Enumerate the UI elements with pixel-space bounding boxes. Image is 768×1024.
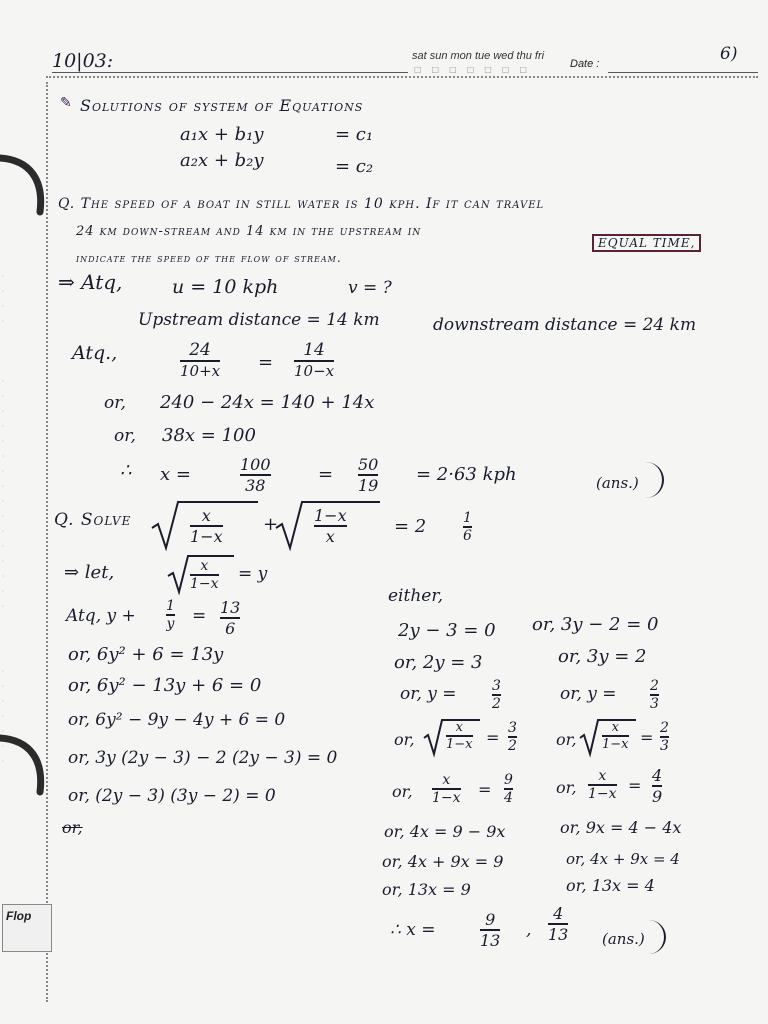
equation-1-right: = c₁: [335, 124, 374, 145]
answer-bracket: [590, 462, 664, 498]
equals-sign: =: [318, 464, 334, 485]
final-x: ∴ x =: [390, 920, 436, 940]
equals-sign: =: [192, 606, 207, 626]
q1-x-equals: x =: [160, 464, 191, 485]
numerator: 14: [303, 340, 325, 360]
left-step: or, 3y (2y − 3) − 2 (2y − 3) = 0: [68, 748, 338, 768]
c2-row-8: or, 13x = 4: [566, 876, 655, 895]
mixed-fraction: [463, 510, 472, 544]
either-label: either,: [388, 586, 444, 606]
date-label: Date :: [570, 58, 600, 70]
denominator: 2: [492, 696, 501, 712]
bullet-icon: ✎: [60, 95, 72, 111]
or-label: or,: [104, 393, 126, 413]
nine-over-thirteen: [480, 910, 500, 950]
answer-bracket: [598, 920, 666, 954]
numerator: 4: [652, 766, 663, 785]
q2-let: ⇒ let,: [64, 562, 115, 583]
denominator: 10+x: [180, 362, 221, 380]
header-line: [46, 76, 758, 78]
three-halves: [508, 720, 517, 754]
q2-answer-mark: (ans.): [602, 930, 645, 948]
denominator: 1−x: [588, 786, 617, 802]
question-1-line-3: indicate the speed of the flow of stream.: [76, 251, 342, 265]
numerator: 100: [240, 455, 271, 474]
numerator: 1: [166, 598, 175, 614]
margin-line: [46, 82, 48, 1002]
left-step: or, 6y² + 6 = 13y: [68, 644, 224, 665]
denominator: y: [166, 616, 175, 632]
c2-row-1: or, 3y − 2 = 0: [532, 614, 659, 635]
one-over-y: [166, 598, 175, 632]
c1-row-4: or,: [394, 730, 415, 749]
numerator: 1: [463, 510, 472, 526]
left-step: or, (2y − 3) (3y − 2) = 0: [68, 786, 276, 806]
denominator: 2: [508, 738, 517, 754]
q1-step-2: 38x = 100: [162, 425, 256, 446]
question-1-boxed-text: EQUAL TIME,: [592, 234, 701, 252]
equation-2-left: a₂x + b₂y: [180, 150, 264, 171]
four-over-thirteen: [548, 904, 568, 944]
logo-text: Flop: [6, 909, 32, 923]
c1-row-8: or, 13x = 9: [382, 880, 471, 899]
denominator: 1−x: [190, 527, 223, 546]
numerator: 50: [358, 455, 379, 474]
weekday-checkboxes: □□□□□□□: [414, 65, 537, 74]
nine-quarters: [504, 772, 513, 806]
denominator: 1−x: [190, 576, 219, 592]
therefore-symbol: ∴: [120, 460, 132, 481]
radical-1-fraction: [190, 506, 223, 546]
equals-sign: =: [258, 352, 274, 373]
page-number: 6): [720, 44, 738, 64]
plus-sign: +: [263, 514, 279, 535]
c1-row-4-fraction: [446, 720, 473, 752]
left-step-scratched: or,: [62, 818, 83, 837]
c1-row-3: or, y =: [400, 684, 457, 704]
c2-row-5-fraction: [588, 768, 617, 802]
two-thirds: [650, 678, 659, 712]
question-1-line-2: 24 km down-stream and 14 km in the upstream in: [76, 224, 422, 239]
numerator: x: [201, 506, 211, 525]
c2-row-2: or, 3y = 2: [558, 646, 647, 667]
numerator: 3: [492, 678, 501, 694]
numerator: x: [200, 558, 209, 574]
c1-row-7: or, 4x + 9x = 9: [382, 852, 504, 871]
radical-2-fraction: [314, 506, 347, 546]
numerator: x: [442, 772, 451, 788]
denominator: 19: [358, 476, 379, 495]
binder-ring-bottom: [0, 730, 50, 810]
section-title: Solutions of system of Equations: [80, 96, 364, 115]
numerator: 4: [553, 904, 564, 923]
denominator: 38: [245, 476, 266, 495]
two-thirds: [660, 720, 669, 754]
equals-sign: =: [640, 728, 654, 747]
denominator: 13: [480, 931, 501, 950]
three-halves: [492, 678, 501, 712]
denominator: 9: [652, 787, 663, 806]
numerator: 2: [660, 720, 669, 736]
or-label: or,: [114, 426, 136, 446]
c1-row-5-fraction: [432, 772, 461, 806]
denominator: 3: [660, 738, 669, 754]
q1-v-value: v = ?: [348, 278, 392, 298]
c1-row-1: 2y − 3 = 0: [398, 620, 496, 641]
c2-row-4-fraction: [602, 720, 629, 752]
denominator: 13: [548, 925, 569, 944]
equals-sign: =: [628, 776, 642, 795]
denominator: 1−x: [432, 790, 461, 806]
denominator: 3: [650, 696, 659, 712]
q1-answer-mark: (ans.): [596, 474, 639, 492]
c2-row-4: or,: [556, 730, 577, 749]
denominator: 6: [225, 619, 236, 638]
numerator: 1−x: [314, 506, 347, 525]
numerator: 13: [220, 598, 241, 617]
date-written: 10|03:: [52, 50, 114, 72]
fraction-50-over-19: [358, 455, 378, 495]
numerator: x: [611, 720, 619, 735]
question-2-label: Q. Solve: [54, 510, 132, 530]
left-step: or, 6y² − 13y + 6 = 0: [68, 675, 262, 696]
q1-step-1: 240 − 24x = 140 + 14x: [160, 392, 375, 413]
equation-2-right: = c₂: [335, 156, 374, 177]
equation-1-left: a₁x + b₁y: [180, 124, 264, 145]
equals-sign: =: [486, 728, 500, 747]
numerator: 9: [504, 772, 513, 788]
c1-row-6: or, 4x = 9 − 9x: [384, 822, 506, 841]
left-step: or, 6y² − 9y − 4y + 6 = 0: [68, 710, 286, 730]
fraction-100-over-38: [240, 455, 271, 495]
q1-u-value: u = 10 kph: [172, 276, 279, 298]
numerator: x: [455, 720, 463, 735]
denominator: 6: [463, 528, 472, 544]
q1-downstream: downstream distance = 24 km: [433, 315, 697, 335]
numerator: 9: [485, 910, 496, 929]
date-underline: [52, 72, 408, 73]
numerator: 2: [650, 678, 659, 694]
q2-atq: Atq, y +: [66, 606, 136, 626]
weekday-strip: sat sun mon tue wed thu fri: [412, 50, 545, 62]
let-fraction: [190, 558, 219, 592]
four-ninths: [652, 766, 662, 806]
c2-row-7: or, 4x + 9x = 4: [566, 850, 680, 868]
denominator: 4: [504, 790, 513, 806]
binder-ring-top: [0, 150, 50, 230]
q1-atq-2: Atq.,: [72, 342, 118, 364]
brand-logo: [2, 904, 52, 952]
comma: ,: [526, 920, 532, 940]
c2-row-5: or,: [556, 778, 577, 797]
c2-row-3: or, y =: [560, 684, 617, 704]
numerator: 24: [189, 340, 211, 360]
c1-row-5: or,: [392, 782, 413, 801]
thirteen-over-six: [220, 598, 240, 638]
q1-upstream: Upstream distance = 14 km: [138, 310, 380, 330]
date-line: [608, 72, 758, 73]
numerator: 3: [508, 720, 517, 736]
fraction-14-over-10-minus-x: [294, 340, 334, 380]
fraction-24-over-10-plus-x: [180, 340, 220, 380]
q1-atq: ⇒ Atq,: [58, 270, 123, 294]
let-rhs: = y: [238, 564, 268, 584]
denominator: 1−x: [446, 737, 473, 752]
q1-result: = 2·63 kph: [416, 464, 517, 485]
c2-row-6: or, 9x = 4 − 4x: [560, 818, 682, 837]
denominator: x: [325, 527, 335, 546]
q2-rhs: = 2: [394, 516, 427, 537]
c1-row-2: or, 2y = 3: [394, 652, 483, 673]
numerator: x: [598, 768, 607, 784]
denominator: 1−x: [602, 737, 629, 752]
denominator: 10−x: [294, 362, 335, 380]
question-1-line-1: Q. The speed of a boat in still water is 10 kph. If it can travel: [58, 196, 545, 212]
equals-sign: =: [478, 780, 492, 799]
